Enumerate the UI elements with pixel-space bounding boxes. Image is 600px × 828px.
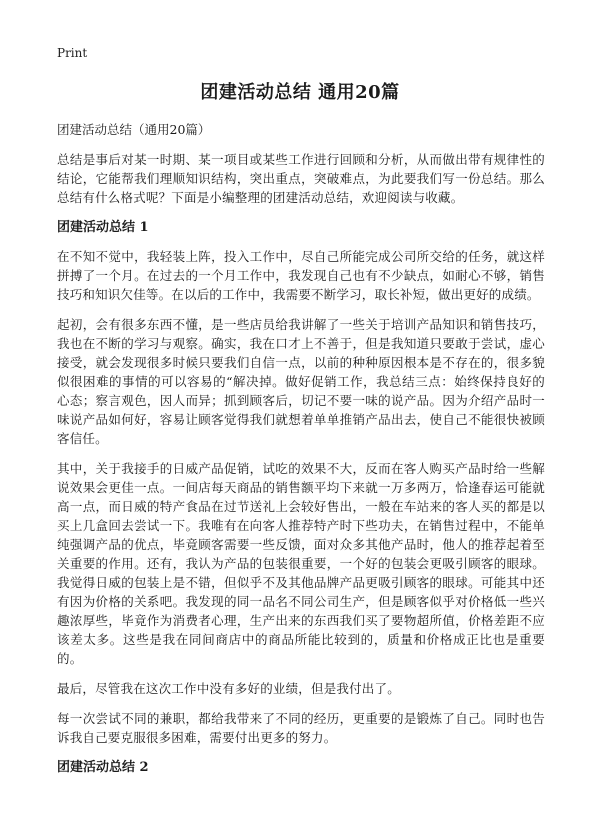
document-subtitle: 团建活动总结（通用20篇） — [57, 122, 211, 137]
body-paragraph: 最后，尽管我在这次工作中没有多好的业绩，但是我付出了。 — [57, 681, 400, 696]
section-heading: 团建活动总结 1 — [57, 220, 149, 235]
body-paragraph: 其中，关于我接手的日威产品促销，试吃的效果不大，反而在客人购买产品时给一些解说效果会更佳一点。一间店每天商品的销售额平均下来就一万多两万，恰逢春运可能就高一点，而日威的特产食品在过节送礼上会较好售出，一般在车站来的客人买的都是以买上几盒回去尝试一下。我唯有在向客人推荐特产时下些功夫，在销售过程中，不能单纯强调产品的优点，毕竟顾客需要一些反馈，面对众多其他产品时，他人的推荐起着至关重要的作用。还有，我认为产品的包装很重要，一个好的包装会更吸引顾客的眼球。我觉得日威的包装上是不错，但似乎不及其他品牌产品更吸引顾客的眼球。可能其中还有因为价格的关系吧。我发现的同一品名不同公司生产，但是顾客似乎对价格低一些兴趣浓厚些，毕竟作为消费者心理，生产出来的东西我们买了要物超所值，价格差距不应该差太多。这些是我在同间商店中的商品所能比较到的，质量和价格成正比也是重要的。 — [57, 461, 545, 666]
body-paragraph: 在不知不觉中，我轻装上阵，投入工作中，尽自己所能完成公司所交给的任务，就这样拼搏了一个月。在过去的一个月工作中，我发现自己也有不少缺点，如耐心不够，销售技巧和知识欠佳等。在以后的工作中，我需要不断学习，取长补短，做出更好的成绩。 — [57, 249, 545, 302]
body-paragraph: 每一次尝试不同的兼职，都给我带来了不同的经历，更重要的是锻炼了自己。同时也告诉我自己要克服很多困难，需要付出更多的努力。 — [57, 711, 545, 745]
section-heading: 团建活动总结 2 — [57, 760, 149, 775]
print-link[interactable]: Print — [57, 46, 88, 60]
body-paragraph: 起初，会有很多东西不懂，是一些店员给我讲解了一些关于培训产品知识和销售技巧，我也在不断的学习与观察。确实，我在口才上不善于，但是我知道只要敢于尝试，虚心接受，就会发现很多时候只要我们自信一点，以前的种种原因根本是不存在的，很多貌似很困难的事情的可以容易的“解决掉。做好促销工作，我总结三点：始终保持良好的心态；察言观色，因人而异；抓到顾客后，切记不要一味的说产品。因为介绍产品时一味说产品如何好，容易让顾客觉得我们就想着单单推销产品出去，使自己不能很快被顾客信任。 — [57, 317, 545, 446]
document-title: 团建活动总结 通用20篇 — [200, 82, 400, 103]
document-body — [57, 150, 545, 787]
intro-paragraph: 总结是事后对某一时期、某一项目或某些工作进行回顾和分析，从而做出带有规律性的结论，它能帮我们理顺知识结构，突出重点，突破难点，为此要我们写一份总结。那么总结有什么格式呢？下面是小编整理的团建活动总结，欢迎阅读与收藏。 — [57, 152, 545, 205]
